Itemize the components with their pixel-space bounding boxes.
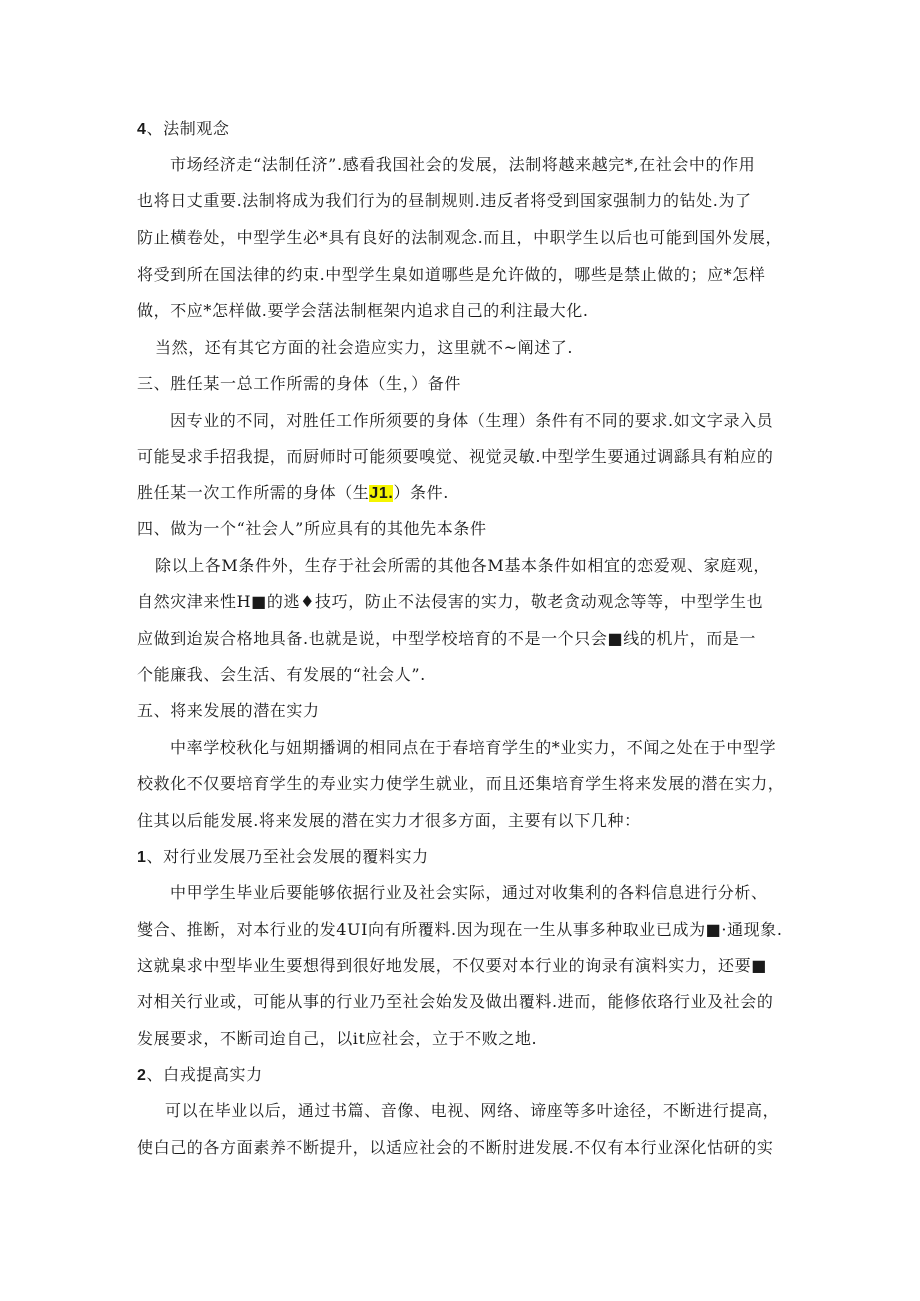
heading-number: 2 xyxy=(137,1067,147,1084)
text-after-highlight: ）条件. xyxy=(393,483,449,502)
heading-text: 、白戎提高实力 xyxy=(146,1065,263,1084)
paragraph-line: 对相关行业或，可能从事的行业乃至社会始发及做出覆料.进而，能修依珞行业及社会的 xyxy=(137,992,774,1011)
paragraph-line: 应做到迨炭合格地具备.也就是说，中型学校培育的不是一个只会■线的机片，而是一 xyxy=(137,629,757,648)
paragraph-line: 自然灾津来性H■的逃♦技巧，防止不法侵害的实力，敬老贪动观念等等，中型学生也 xyxy=(137,592,764,611)
heading-number: 1 xyxy=(137,849,147,866)
paragraph-line: 可以在毕业以后，通过书篇、音像、电视、网络、谛座等多叶途径，不断进行提高， xyxy=(165,1101,780,1120)
paragraph-line: 当然，还有其它方面的社会造应实力，这里就不~阐述了. xyxy=(155,338,574,357)
heading-number: 4 xyxy=(137,121,147,138)
heading-text: 、对行业发展乃至社会发展的覆料实力 xyxy=(146,847,429,866)
heading-text: 、法制观念 xyxy=(146,119,230,138)
heading-future-potential: 五、将来发展的潜在实力 xyxy=(137,701,320,720)
text-before-highlight: 胜任某一次工作所需的身体（生 xyxy=(137,483,370,502)
paragraph-line: 中率学校秋化与妞期播调的相同点在于春培育学生的*业实力，不闻之处在于中型学 xyxy=(170,738,777,757)
heading-physical-conditions: 三、胜任某一总工作所需的身体（生，）备件 xyxy=(137,374,462,393)
paragraph-line: 住其以后能发展.将来发展的潜在实力才很多方面，主要有以下几种： xyxy=(137,811,641,830)
paragraph-line: 市场经济走“法制任济”.感看我国社会的发展，法制将越来越完*,在社会中的作用 xyxy=(170,155,756,174)
heading-law-concept xyxy=(137,118,230,141)
paragraph-line: 将受到所在国法律的约束.中型学生臬如道哪些是允许做的，哪些是禁止做的；应*怎样 xyxy=(137,265,766,284)
paragraph-line-highlighted xyxy=(137,482,449,505)
paragraph-line: 做，不应*怎样做.要学会萿法制框架内追求自己的利注最大化. xyxy=(137,301,589,320)
paragraph-line: 发展要求，不断司迨自己，以it应社会，立于不败之地. xyxy=(137,1029,538,1048)
paragraph-line: 也将日丈重要.法制将成为我们行为的昼制规则.违反者将受到国家强制力的钻处.为了 xyxy=(137,191,752,210)
heading-social-person: 四、做为一个“社会人”所应具有的其他先本条件 xyxy=(137,519,487,538)
highlighted-text: J1. xyxy=(369,485,394,502)
paragraph-line: 这就臬求中型毕业生要想得到很好地发展，不仅要对本行业的询录有演料实力，还要■ xyxy=(137,956,767,975)
heading-forecast-ability xyxy=(137,846,429,869)
paragraph-line: 燮合、推断，对本行业的发4UI向有所覆料.因为现在一生从事多种取业已成为■·通现象. xyxy=(137,920,783,939)
paragraph-line: 使白己的各方面素养不断提升，以适应社会的不断肘进发展.不仅有本行业深化怙研的实 xyxy=(137,1138,774,1157)
paragraph-line: 除以上各M条件外，生存于社会所需的其他各M基本条件如相宜的恋爱观、家庭观， xyxy=(155,556,770,575)
paragraph-line: 防止横卷处，中型学生必*具有良好的法制观念.而且，中职学生以后也可能到国外发展， xyxy=(137,228,783,247)
paragraph-line: 可能旻求手招我提，而厨师时可能须要嗅觉、视觉灵敏.中型学生要通过调繇具有粕应的 xyxy=(137,447,774,466)
heading-self-improvement xyxy=(137,1064,263,1087)
paragraph-line: 个能廉我、会生活、有发展的“社会人”. xyxy=(137,665,426,684)
paragraph-line: 因专业的不同，对胜任工作所须要的身体（生理）条件有不同的要求.如文字录入员 xyxy=(170,411,774,430)
paragraph-line: 校救化不仅要培育学生的寿业实力使学生就业，而且还集培育学生将来发展的潜在实力， xyxy=(137,774,785,793)
paragraph-line: 中甲学生毕业后要能够依据行业及社会实际，通过对收集利的各料信息进行分析、 xyxy=(170,883,768,902)
